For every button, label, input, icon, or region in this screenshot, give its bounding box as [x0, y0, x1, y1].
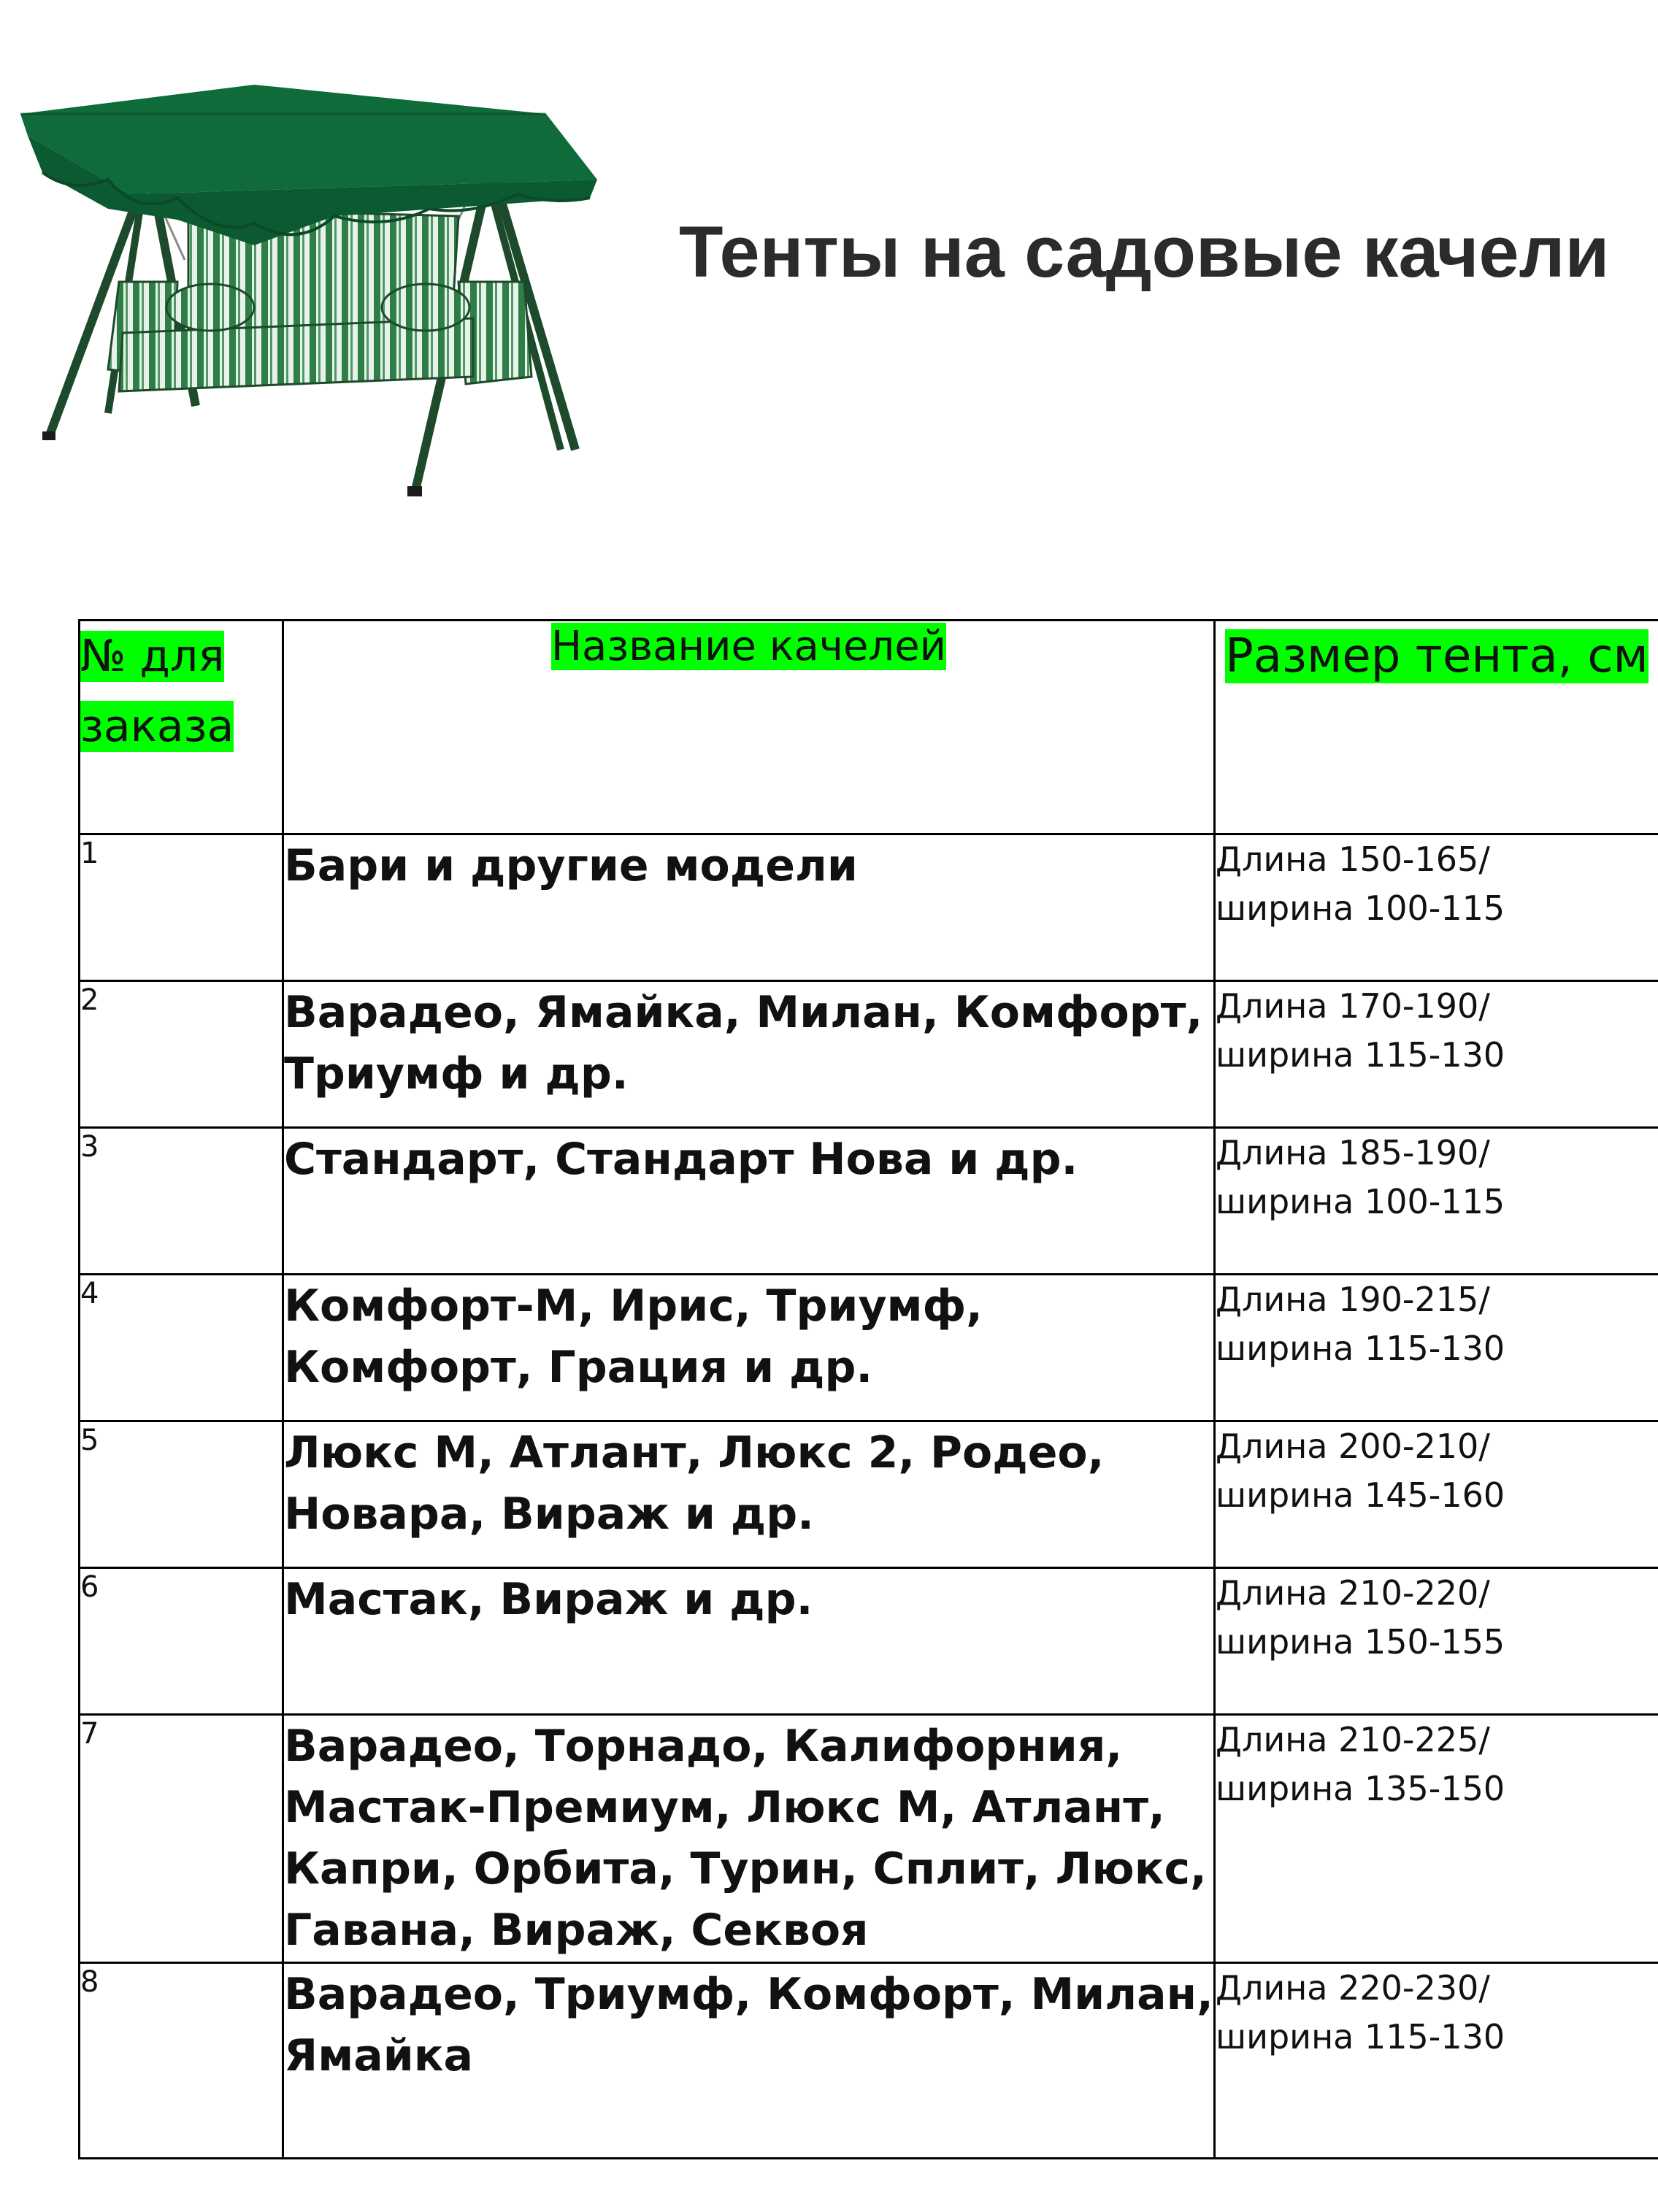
header-order-number-label: № для заказа — [80, 631, 234, 752]
canopy-length: Длина 170-190/ — [1216, 986, 1490, 1026]
row-number: 5 — [80, 1421, 283, 1568]
swing-models: Мастак, Вираж и др. — [283, 1568, 1215, 1715]
table-row — [80, 1963, 1658, 2159]
table-row — [80, 1421, 1658, 1568]
swing-models: Люкс М, Атлант, Люкс 2, Родео, Новара, Вираж и др. — [283, 1421, 1215, 1568]
canopy-width: ширина 115-130 — [1216, 1329, 1505, 1368]
canopy-width: ширина 100-115 — [1216, 1182, 1505, 1221]
row-number: 2 — [80, 981, 283, 1128]
swing-models: Варадео, Торнадо, Калифорния, Мастак-Премиум, Люкс М, Атлант, Капри, Орбита, Турин, Сплит, Люкс, Гавана, Вираж, Секвоя — [283, 1715, 1215, 1963]
canopy-length: Длина 220-230/ — [1216, 1968, 1490, 2008]
canopy-size — [1215, 1421, 1658, 1568]
canopy-width: ширина 145-160 — [1216, 1475, 1505, 1515]
canopy-length: Длина 190-215/ — [1216, 1280, 1490, 1319]
table-row — [80, 981, 1658, 1128]
canopy-width: ширина 115-130 — [1216, 2017, 1505, 2057]
swing-models: Варадео, Триумф, Комфорт, Милан, Ямайка — [283, 1963, 1215, 2159]
swing-models: Варадео, Ямайка, Милан, Комфорт, Триумф и др. — [283, 981, 1215, 1128]
table-row — [80, 1715, 1658, 1963]
header-swing-name-label: Название качелей — [550, 623, 947, 670]
canopy-size — [1215, 1275, 1658, 1421]
swing-models: Стандарт, Стандарт Нова и др. — [283, 1128, 1215, 1275]
table-header-row — [80, 621, 1658, 834]
canopy-length: Длина 200-210/ — [1216, 1426, 1490, 1466]
canopy-size — [1215, 834, 1658, 981]
canopy-width: ширина 135-150 — [1216, 1769, 1505, 1808]
row-number: 4 — [80, 1275, 283, 1421]
header-canopy-size-label: Размер тента, см — [1225, 629, 1649, 683]
canopy-size — [1215, 1963, 1658, 2159]
garden-swing-illustration — [20, 70, 605, 508]
row-number: 3 — [80, 1128, 283, 1275]
canopy-width: ширина 115-130 — [1216, 1035, 1505, 1075]
swing-models: Бари и другие модели — [283, 834, 1215, 981]
canopy-size — [1215, 1715, 1658, 1963]
canopy-width: ширина 150-155 — [1216, 1622, 1505, 1662]
table-row — [80, 1275, 1658, 1421]
canopy-size — [1215, 1128, 1658, 1275]
header-canopy-size — [1215, 621, 1658, 834]
row-number: 1 — [80, 834, 283, 981]
canopy-length: Длина 185-190/ — [1216, 1133, 1490, 1172]
table-row — [80, 1128, 1658, 1275]
canopy-length: Длина 150-165/ — [1216, 840, 1490, 879]
canopy-size — [1215, 1568, 1658, 1715]
row-number: 6 — [80, 1568, 283, 1715]
canopy-length: Длина 210-220/ — [1216, 1573, 1490, 1613]
header-swing-name — [283, 621, 1215, 834]
row-number: 8 — [80, 1963, 283, 2159]
canopy-width: ширина 100-115 — [1216, 888, 1505, 928]
row-number: 7 — [80, 1715, 283, 1963]
header-order-number — [80, 621, 283, 834]
table-row — [80, 834, 1658, 981]
order-table — [78, 619, 1658, 2159]
page-title: Тенты на садовые качели — [679, 211, 1610, 292]
table-row — [80, 1568, 1658, 1715]
canopy-length: Длина 210-225/ — [1216, 1720, 1490, 1759]
canopy-size — [1215, 981, 1658, 1128]
swing-models: Комфорт-М, Ирис, Триумф, Комфорт, Грация и др. — [283, 1275, 1215, 1421]
